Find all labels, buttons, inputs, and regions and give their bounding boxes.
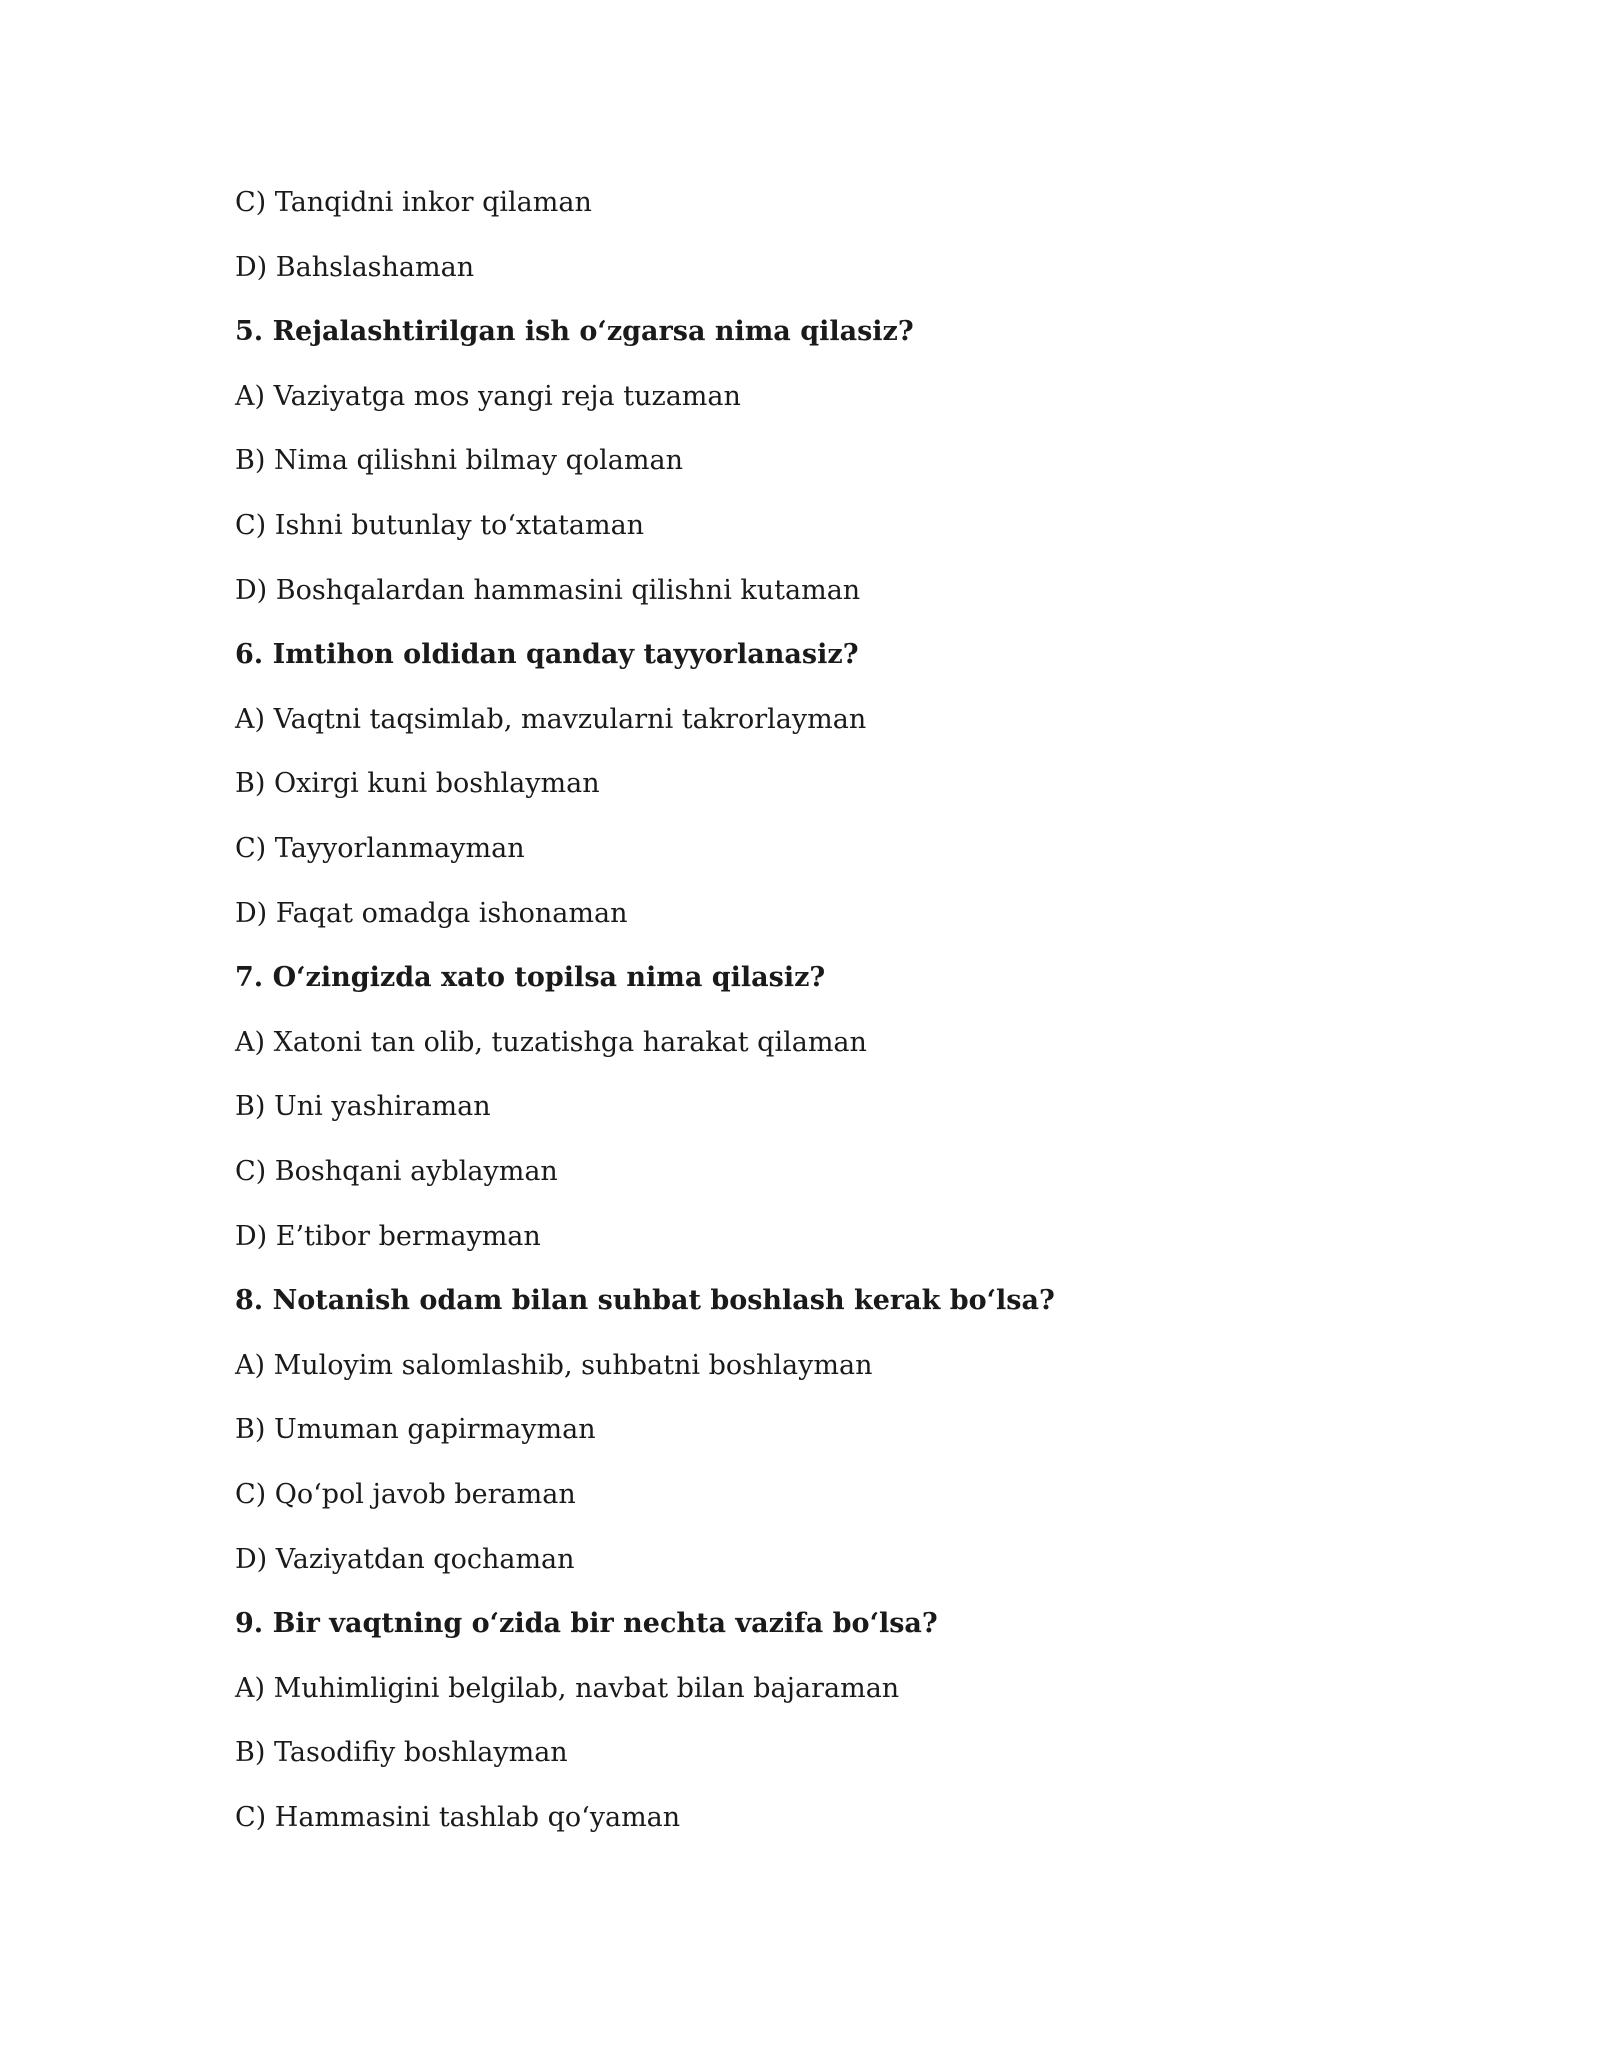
answer-option: D) Vaziyatdan qochaman [235,1544,575,1575]
answer-option: B) Uni yashiraman [235,1091,491,1122]
question-heading: 6. Imtihon oldidan qanday tayyorlanasiz? [235,639,859,670]
answer-option: D) Faqat omadga ishonaman [235,898,628,929]
answer-option: A) Vaziyatga mos yangi reja tuzaman [235,381,741,412]
question-heading: 8. Notanish odam bilan suhbat boshlash kerak bo‘lsa? [235,1285,1055,1316]
answer-option: B) Oxirgi kuni boshlayman [235,768,600,799]
answer-option: D) Bahslashaman [235,252,475,283]
answer-option: C) Hammasini tashlab qo‘yaman [235,1802,681,1833]
answer-option: B) Tasodifiy boshlayman [235,1737,568,1768]
answer-option: A) Muhimligini belgilab, navbat bilan bajaraman [235,1673,900,1704]
answer-option: B) Nima qilishni bilmay qolaman [235,445,683,476]
answer-option: A) Xatoni tan olib, tuzatishga harakat qilaman [235,1027,867,1058]
answer-option: D) Boshqalardan hammasini qilishni kutaman [235,575,861,606]
answer-option: D) E’tibor bermayman [235,1221,541,1252]
answer-option: B) Umuman gapirmayman [235,1414,596,1445]
question-heading: 7. O‘zingizda xato topilsa nima qilasiz? [235,962,826,993]
answer-option: C) Tanqidni inkor qilaman [235,187,592,218]
answer-option: A) Muloyim salomlashib, suhbatni boshlayman [235,1350,873,1381]
question-heading: 9. Bir vaqtning o‘zida bir nechta vazifa bo‘lsa? [235,1608,938,1639]
answer-option: C) Tayyorlanmayman [235,833,525,864]
answer-option: C) Qo‘pol javob beraman [235,1479,576,1510]
answer-option: C) Boshqani ayblayman [235,1156,558,1187]
question-heading: 5. Rejalashtirilgan ish o‘zgarsa nima qilasiz? [235,316,914,347]
answer-option: A) Vaqtni taqsimlab, mavzularni takrorlayman [235,704,867,735]
answer-option: C) Ishni butunlay to‘xtataman [235,510,645,541]
